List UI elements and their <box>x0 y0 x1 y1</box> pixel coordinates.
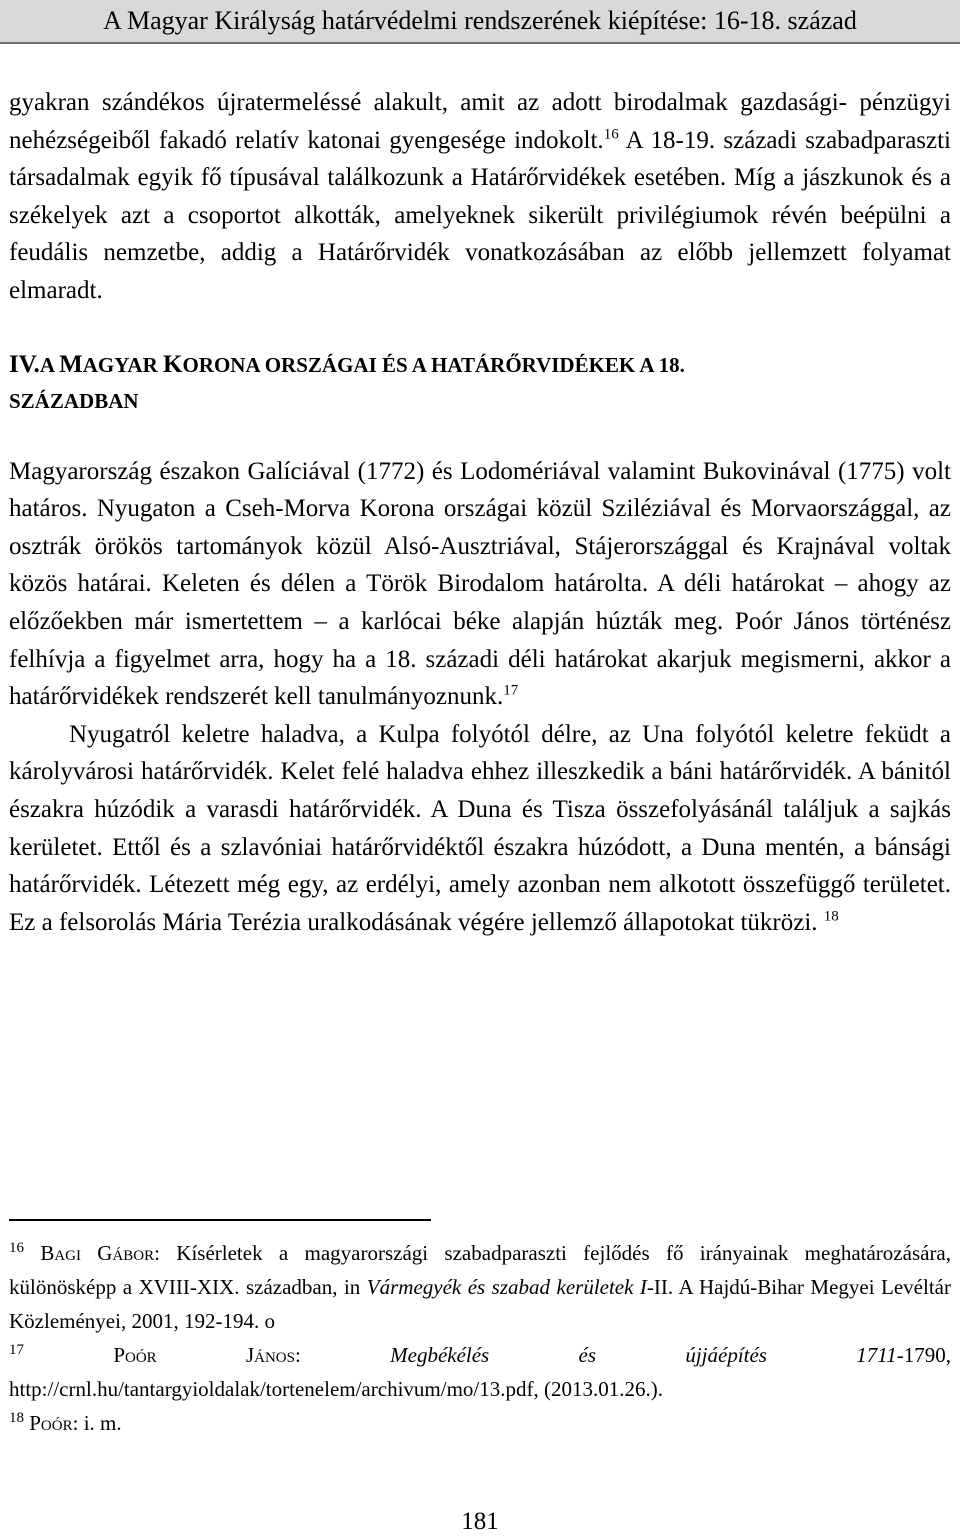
paragraph-1-text-a: gyakran szándékos újratermeléssé alakult, amit az adott birodalmak gazdasági- pénzügyi nehézségeiből fakadó relatív katonai gyengesége indokolt. <box>9 89 951 154</box>
section-title-m: M <box>59 350 83 378</box>
section-title-agyar: AGYAR <box>82 352 164 377</box>
paragraph-3 <box>9 716 951 942</box>
footnote-link-text[interactable]: -1790, http://crnl.hu/tantargyioldalak/tortenelem/archivum/mo/13.pdf, (2013.01.26.). <box>9 1343 951 1401</box>
section-title-a: A <box>39 352 60 377</box>
footnote-ref-16[interactable]: 16 <box>603 126 619 143</box>
footnote-16 <box>9 1236 951 1338</box>
paragraph-1 <box>9 84 951 310</box>
section-title-rest: ORONA ORSZÁGAI ÉS A HATÁRŐRVIDÉKEK A 18. <box>182 352 685 377</box>
footnote-number: 17 <box>9 1342 24 1358</box>
paragraph-3-text: Nyugatról keletre haladva, a Kulpa folyótól délre, az Una folyótól keletre feküdt a károlyvárosi határőrvidék. Kelet felé haladva ehhez illeszkedik a báni határőrvidék. A bánitól északra húzódik a varasdi határőrvidék. A Duna és Tisza összefolyásánál találjuk a sajkás kerületet. Ettől és a szlavóniai határőrvidéktől északra húzódott, a Duna mentén, a bánsági határőrvidék. Létezett még egy, az erdélyi, amely azonban nem alkotott összefüggő területet. Ez a felsorolás Mária Terézia uralkodásának végére jellemző állapotokat tükrözi. <box>9 720 951 936</box>
footnote-italic-title: Megbékélés és újjáépítés 1711 <box>390 1343 897 1367</box>
footnote-ref-18[interactable]: 18 <box>823 908 839 925</box>
section-heading <box>9 347 951 419</box>
footnote-17 <box>9 1338 951 1406</box>
footnote-number: 18 <box>9 1410 24 1426</box>
page-body <box>9 84 951 941</box>
footnote-18 <box>9 1406 951 1440</box>
footnote-text-a: : i. m. <box>72 1411 122 1435</box>
section-title-k: K <box>163 350 183 378</box>
footnote-italic-title: Vármegyék és szabad kerületek I <box>366 1275 647 1299</box>
page-number: 181 <box>461 1508 499 1535</box>
paragraph-1-text-b: A 18-19. századi szabadparaszti társadalmak egyik fő típusával találkozunk a Határőrvidékek esetében. Míg a jászkunok és a székelyek azt a csoportot alkották, amelyeknek sikerült privilégiumok révén beépülni a feudális nemzetbe, addig a Határőrvidék vonatkozásában az előbb jellemzett folyamat elmaradt. <box>9 126 952 304</box>
running-header <box>0 0 960 44</box>
paragraph-2-text: Magyarország északon Galíciával (1772) és Lodomériával valamint Bukovinával (1775) volt határos. Nyugaton a Cseh-Morva Korona országai közül Sziléziával és Morvaországgal, az osztrák örökös tartományok közül Alsó-Ausztriával, Stájerországgal és Krajnával voltak közös határai. Keleten és délen a Török Birodalom határolta. A déli határokat – ahogy az előzőekben már ismertettem – a karlócai béke alapján húzták meg. Poór János történész felhívja a figyelmet arra, hogy ha a 18. századi déli határokat akarjuk megismerni, akkor a határőrvidékek rendszerét kell tanulmányoznunk. <box>9 457 951 711</box>
footnote-text-b: -II. A Hajdú-Bihar Megyei Levéltár Közleményei, 2001, 192-194. o <box>9 1275 951 1333</box>
footnote-author: Poór <box>29 1411 73 1435</box>
footnote-ref-17[interactable]: 17 <box>503 682 519 699</box>
footnote-author: Poór János <box>113 1343 295 1367</box>
footnote-number: 16 <box>9 1240 24 1256</box>
footnote-text-a: : Kísérletek a magyarországi szabadparaszti fejlődés fő irányainak meghatározására, különösképp a XVIII-XIX. században, in <box>9 1241 952 1299</box>
footnote-author: Bagi Gábor <box>40 1241 155 1265</box>
section-number: IV. <box>9 350 40 378</box>
paragraph-2 <box>9 453 951 716</box>
section-title-last: SZÁZADBAN <box>9 388 139 413</box>
section-gap <box>9 419 951 453</box>
footnote-separator <box>9 1219 431 1221</box>
running-title: A Magyar Királyság határvédelmi rendszerének kiépítése: 16-18. század <box>103 6 857 35</box>
footnote-text-a: : <box>294 1343 391 1367</box>
footnotes <box>9 1236 951 1440</box>
